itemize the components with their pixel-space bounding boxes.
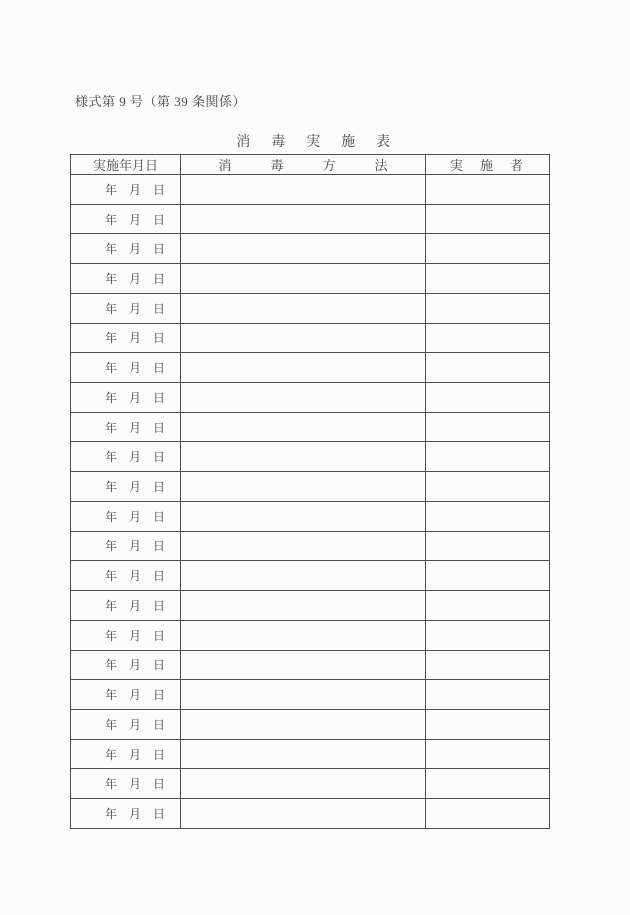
date-cell: 年 月 日 (71, 739, 181, 769)
date-cell: 年 月 日 (71, 591, 181, 621)
date-cell: 年 月 日 (71, 769, 181, 799)
method-cell (181, 709, 426, 739)
method-cell (181, 175, 426, 205)
table-row (71, 709, 550, 739)
table-row (71, 204, 550, 234)
table-row (71, 799, 550, 829)
person-cell (426, 175, 550, 205)
method-cell (181, 591, 426, 621)
date-cell: 年 月 日 (71, 293, 181, 323)
disinfection-table (70, 154, 550, 829)
date-cell: 年 月 日 (71, 323, 181, 353)
person-cell (426, 323, 550, 353)
header-cell-date: 実施年月日 (71, 155, 181, 175)
method-cell (181, 739, 426, 769)
person-cell (426, 739, 550, 769)
method-cell (181, 293, 426, 323)
table-row (71, 323, 550, 353)
table-row (71, 739, 550, 769)
table-row (71, 680, 550, 710)
person-cell (426, 442, 550, 472)
date-cell: 年 月 日 (71, 175, 181, 205)
person-cell (426, 234, 550, 264)
date-cell: 年 月 日 (71, 799, 181, 829)
person-cell (426, 353, 550, 383)
date-cell: 年 月 日 (71, 353, 181, 383)
table-row (71, 383, 550, 413)
method-cell (181, 412, 426, 442)
date-cell: 年 月 日 (71, 650, 181, 680)
table-row (71, 650, 550, 680)
date-cell: 年 月 日 (71, 680, 181, 710)
method-cell (181, 323, 426, 353)
method-cell (181, 501, 426, 531)
person-cell (426, 293, 550, 323)
table-row (71, 442, 550, 472)
table-row (71, 620, 550, 650)
person-cell (426, 680, 550, 710)
table-row (71, 293, 550, 323)
person-cell (426, 412, 550, 442)
method-cell (181, 561, 426, 591)
person-cell (426, 650, 550, 680)
method-cell (181, 769, 426, 799)
date-cell: 年 月 日 (71, 264, 181, 294)
table-body (71, 175, 550, 829)
person-cell (426, 264, 550, 294)
person-cell (426, 591, 550, 621)
table-row (71, 412, 550, 442)
method-cell (181, 383, 426, 413)
person-cell (426, 561, 550, 591)
method-cell (181, 264, 426, 294)
person-cell (426, 204, 550, 234)
date-cell: 年 月 日 (71, 383, 181, 413)
person-cell (426, 383, 550, 413)
header-cell-person: 実 施 者 (426, 155, 550, 175)
date-cell: 年 月 日 (71, 412, 181, 442)
table-row (71, 591, 550, 621)
table-row (71, 501, 550, 531)
table-row (71, 561, 550, 591)
person-cell (426, 620, 550, 650)
person-cell (426, 799, 550, 829)
date-cell: 年 月 日 (71, 472, 181, 502)
table-row (71, 264, 550, 294)
table-row (71, 353, 550, 383)
method-cell (181, 799, 426, 829)
method-cell (181, 353, 426, 383)
person-cell (426, 501, 550, 531)
method-cell (181, 204, 426, 234)
form-number-label: 様式第 9 号（第 39 条関係） (75, 94, 247, 109)
date-cell: 年 月 日 (71, 531, 181, 561)
date-cell: 年 月 日 (71, 709, 181, 739)
date-cell: 年 月 日 (71, 204, 181, 234)
method-cell (181, 531, 426, 561)
table-row (71, 175, 550, 205)
table-row (71, 531, 550, 561)
table-row (71, 472, 550, 502)
method-cell (181, 650, 426, 680)
method-cell (181, 620, 426, 650)
method-cell (181, 472, 426, 502)
date-cell: 年 月 日 (71, 501, 181, 531)
table-header-row (71, 155, 550, 175)
method-cell (181, 234, 426, 264)
table-row (71, 234, 550, 264)
person-cell (426, 472, 550, 502)
date-cell: 年 月 日 (71, 442, 181, 472)
method-cell (181, 680, 426, 710)
table-row (71, 769, 550, 799)
header-cell-method: 消 毒 方 法 (181, 155, 426, 175)
page-title: 消 毒 実 施 表 (236, 135, 394, 150)
date-cell: 年 月 日 (71, 234, 181, 264)
person-cell (426, 709, 550, 739)
person-cell (426, 531, 550, 561)
person-cell (426, 769, 550, 799)
date-cell: 年 月 日 (71, 561, 181, 591)
method-cell (181, 442, 426, 472)
date-cell: 年 月 日 (71, 620, 181, 650)
